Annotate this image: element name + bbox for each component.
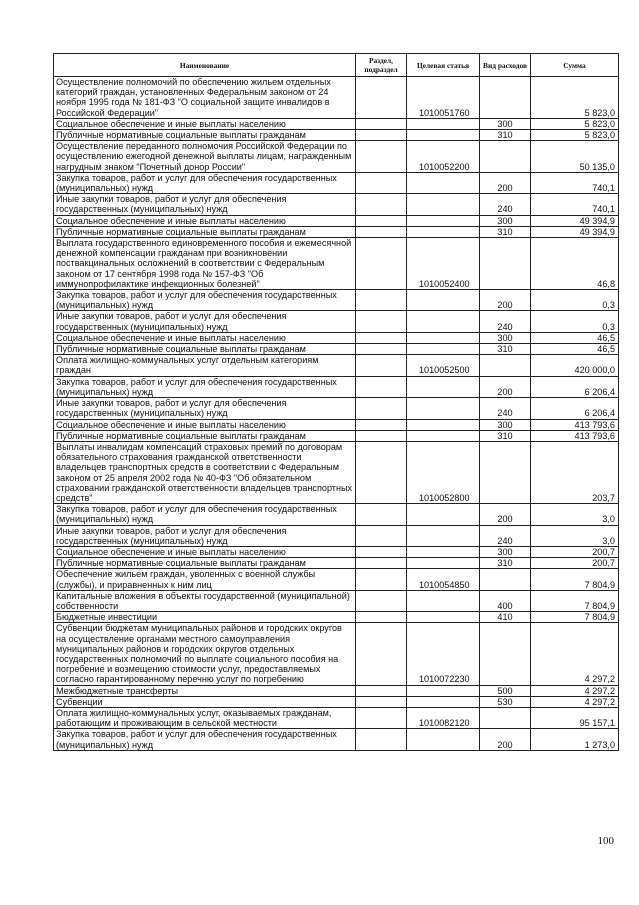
cell-type: 300 bbox=[480, 546, 531, 557]
cell-section bbox=[356, 355, 407, 376]
cell-name: Закупка товаров, работ и услуг для обеспечения государственных (муниципальных) нужд bbox=[54, 290, 356, 311]
cell-section bbox=[356, 685, 407, 696]
cell-type: 300 bbox=[480, 419, 531, 430]
cell-section bbox=[356, 130, 407, 141]
table-row bbox=[54, 685, 619, 696]
cell-target bbox=[407, 590, 480, 611]
cell-sum: 95 157,1 bbox=[531, 707, 619, 728]
cell-sum: 46,5 bbox=[531, 344, 619, 355]
table-body bbox=[54, 77, 619, 751]
cell-target: 1010052200 bbox=[407, 141, 480, 173]
cell-sum: 46,8 bbox=[531, 238, 619, 290]
cell-name: Капитальные вложения в объекты государственной (муниципальной) собственности bbox=[54, 590, 356, 611]
cell-target bbox=[407, 685, 480, 696]
table-row bbox=[54, 590, 619, 611]
cell-type: 310 bbox=[480, 344, 531, 355]
cell-section bbox=[356, 612, 407, 623]
cell-name: Закупка товаров, работ и услуг для обеспечения государственных (муниципальных) нужд bbox=[54, 504, 356, 525]
cell-name: Закупка товаров, работ и услуг для обеспечения государственных (муниципальных) нужд bbox=[54, 729, 356, 750]
cell-name: Иные закупки товаров, работ и услуг для обеспечения государственных (муниципальных) нужд bbox=[54, 311, 356, 332]
cell-sum: 413 793,6 bbox=[531, 419, 619, 430]
cell-target bbox=[407, 558, 480, 569]
cell-sum: 3,0 bbox=[531, 504, 619, 525]
cell-type: 400 bbox=[480, 590, 531, 611]
cell-target bbox=[407, 376, 480, 397]
cell-section bbox=[356, 141, 407, 173]
cell-name: Субвенции bbox=[54, 696, 356, 707]
cell-sum: 740,1 bbox=[531, 194, 619, 215]
cell-section bbox=[356, 525, 407, 546]
table-row bbox=[54, 419, 619, 430]
cell-section bbox=[356, 696, 407, 707]
cell-type bbox=[480, 623, 531, 685]
cell-target bbox=[407, 419, 480, 430]
cell-name: Иные закупки товаров, работ и услуг для обеспечения государственных (муниципальных) нужд bbox=[54, 398, 356, 419]
cell-target bbox=[407, 194, 480, 215]
cell-sum: 6 206,4 bbox=[531, 376, 619, 397]
cell-type: 300 bbox=[480, 215, 531, 226]
cell-section bbox=[356, 311, 407, 332]
table-row bbox=[54, 355, 619, 376]
table-row bbox=[54, 141, 619, 173]
cell-name: Закупка товаров, работ и услуг для обеспечения государственных (муниципальных) нужд bbox=[54, 172, 356, 193]
cell-name: Иные закупки товаров, работ и услуг для обеспечения государственных (муниципальных) нужд bbox=[54, 194, 356, 215]
table-row bbox=[54, 729, 619, 750]
cell-section bbox=[356, 376, 407, 397]
cell-section bbox=[356, 590, 407, 611]
cell-sum: 6 206,4 bbox=[531, 398, 619, 419]
cell-section bbox=[356, 419, 407, 430]
table-row bbox=[54, 194, 619, 215]
cell-type: 310 bbox=[480, 130, 531, 141]
cell-target bbox=[407, 172, 480, 193]
table-row bbox=[54, 504, 619, 525]
cell-type: 300 bbox=[480, 332, 531, 343]
cell-target: 1010052800 bbox=[407, 441, 480, 503]
cell-target bbox=[407, 226, 480, 237]
table-row bbox=[54, 77, 619, 119]
cell-type: 310 bbox=[480, 430, 531, 441]
budget-document bbox=[53, 53, 618, 751]
cell-section bbox=[356, 558, 407, 569]
cell-sum: 7 804,9 bbox=[531, 612, 619, 623]
cell-sum: 413 793,6 bbox=[531, 430, 619, 441]
header-type: Вид расходов bbox=[480, 54, 531, 77]
cell-target bbox=[407, 504, 480, 525]
table-row bbox=[54, 130, 619, 141]
table-row bbox=[54, 172, 619, 193]
cell-section bbox=[356, 332, 407, 343]
table-row bbox=[54, 376, 619, 397]
cell-name: Осуществление полномочий по обеспечению жильем отдельных категорий граждан, установленных Федеральным законом от 24 ноября 1995 года № 181-ФЗ "О социальной защите инвалидов в Российской Федерации" bbox=[54, 77, 356, 119]
cell-target: 1010051760 bbox=[407, 77, 480, 119]
cell-type bbox=[480, 141, 531, 173]
table-row bbox=[54, 546, 619, 557]
table-row bbox=[54, 332, 619, 343]
table-row bbox=[54, 215, 619, 226]
cell-name: Социальное обеспечение и иные выплаты населению bbox=[54, 118, 356, 129]
table-row bbox=[54, 344, 619, 355]
cell-sum: 4 297,2 bbox=[531, 696, 619, 707]
cell-name: Осуществление переданного полномочия Российской Федерации по осуществлению ежегодной денежной выплаты лицам, награжденным нагрудным знаком "Почетный донор России" bbox=[54, 141, 356, 173]
cell-target bbox=[407, 311, 480, 332]
cell-sum: 4 297,2 bbox=[531, 685, 619, 696]
cell-type: 240 bbox=[480, 311, 531, 332]
cell-sum: 740,1 bbox=[531, 172, 619, 193]
cell-type: 300 bbox=[480, 118, 531, 129]
cell-name: Выплата государственного единовременного пособия и ежемесячной денежной компенсации гражданам при возникновении поствакцинальных осложнений в соответствии с Федеральным законом от 17 сентября 1998 года № 157-ФЗ "Об иммунопрофилактике инфекционных болезней" bbox=[54, 238, 356, 290]
cell-section bbox=[356, 226, 407, 237]
cell-sum: 50 135,0 bbox=[531, 141, 619, 173]
cell-section bbox=[356, 729, 407, 750]
cell-sum: 200,7 bbox=[531, 558, 619, 569]
cell-section bbox=[356, 194, 407, 215]
table-row bbox=[54, 558, 619, 569]
cell-type bbox=[480, 707, 531, 728]
cell-sum: 0,3 bbox=[531, 311, 619, 332]
cell-name: Субвенции бюджетам муниципальных районов и городских округов на осуществление органами местного самоуправления муниципальных районов и городских округов отдельных государственных полномочий по выплате социального пособия на погребение и возмещению стоимости услуг, предоставляемых согласно гарантированному перечню услуг по погребению bbox=[54, 623, 356, 685]
cell-section bbox=[356, 238, 407, 290]
table-row bbox=[54, 623, 619, 685]
table-row bbox=[54, 707, 619, 728]
cell-target bbox=[407, 525, 480, 546]
cell-type bbox=[480, 238, 531, 290]
cell-sum: 49 394,9 bbox=[531, 215, 619, 226]
cell-sum: 7 804,9 bbox=[531, 590, 619, 611]
cell-target bbox=[407, 612, 480, 623]
cell-name: Социальное обеспечение и иные выплаты населению bbox=[54, 215, 356, 226]
cell-section bbox=[356, 546, 407, 557]
cell-type: 200 bbox=[480, 504, 531, 525]
cell-sum: 0,3 bbox=[531, 290, 619, 311]
cell-sum: 203,7 bbox=[531, 441, 619, 503]
cell-section bbox=[356, 398, 407, 419]
cell-sum: 3,0 bbox=[531, 525, 619, 546]
cell-type bbox=[480, 355, 531, 376]
header-target: Целевая статья bbox=[407, 54, 480, 77]
cell-name: Публичные нормативные социальные выплаты гражданам bbox=[54, 344, 356, 355]
cell-section bbox=[356, 344, 407, 355]
cell-type: 410 bbox=[480, 612, 531, 623]
header-sum: Сумма bbox=[531, 54, 619, 77]
table-row bbox=[54, 612, 619, 623]
cell-target bbox=[407, 696, 480, 707]
cell-name: Обеспечение жильем граждан, уволенных с военной службы (службы), и приравненных к ним лиц bbox=[54, 569, 356, 590]
cell-section bbox=[356, 430, 407, 441]
cell-target bbox=[407, 290, 480, 311]
cell-sum: 46,5 bbox=[531, 332, 619, 343]
cell-target bbox=[407, 546, 480, 557]
cell-type bbox=[480, 441, 531, 503]
cell-sum: 49 394,9 bbox=[531, 226, 619, 237]
cell-name: Бюджетные инвестиции bbox=[54, 612, 356, 623]
cell-type: 310 bbox=[480, 226, 531, 237]
cell-target bbox=[407, 430, 480, 441]
cell-section bbox=[356, 623, 407, 685]
cell-type: 240 bbox=[480, 398, 531, 419]
cell-type: 240 bbox=[480, 194, 531, 215]
table-row bbox=[54, 226, 619, 237]
cell-sum: 420 000,0 bbox=[531, 355, 619, 376]
cell-name: Публичные нормативные социальные выплаты гражданам bbox=[54, 558, 356, 569]
cell-target: 1010082120 bbox=[407, 707, 480, 728]
cell-name: Оплата жилищно-коммунальных услуг отдельным категориям граждан bbox=[54, 355, 356, 376]
cell-name: Социальное обеспечение и иные выплаты населению bbox=[54, 419, 356, 430]
cell-target bbox=[407, 344, 480, 355]
cell-sum: 5 823,0 bbox=[531, 118, 619, 129]
cell-section bbox=[356, 441, 407, 503]
cell-section bbox=[356, 569, 407, 590]
cell-type bbox=[480, 569, 531, 590]
cell-name: Иные закупки товаров, работ и услуг для обеспечения государственных (муниципальных) нужд bbox=[54, 525, 356, 546]
budget-table bbox=[53, 53, 619, 751]
page-number: 100 bbox=[597, 835, 614, 847]
cell-type: 310 bbox=[480, 558, 531, 569]
cell-section bbox=[356, 118, 407, 129]
cell-target: 1010054850 bbox=[407, 569, 480, 590]
cell-name: Публичные нормативные социальные выплаты гражданам bbox=[54, 226, 356, 237]
cell-section bbox=[356, 504, 407, 525]
cell-sum: 5 823,0 bbox=[531, 130, 619, 141]
cell-type: 200 bbox=[480, 729, 531, 750]
table-row bbox=[54, 569, 619, 590]
cell-target bbox=[407, 398, 480, 419]
cell-sum: 1 273,0 bbox=[531, 729, 619, 750]
cell-sum: 200,7 bbox=[531, 546, 619, 557]
cell-target bbox=[407, 215, 480, 226]
header-section: Раздел, подраздел bbox=[356, 54, 407, 77]
cell-section bbox=[356, 172, 407, 193]
cell-type: 200 bbox=[480, 172, 531, 193]
table-row bbox=[54, 238, 619, 290]
cell-target bbox=[407, 130, 480, 141]
cell-type: 200 bbox=[480, 376, 531, 397]
cell-name: Выплаты инвалидам компенсаций страховых премий по договорам обязательного страхования гражданской ответственности владельцев транспортных средств в соответствии с Федеральным законом от 25 апреля 2002 года № 40-ФЗ "Об обязательном страховании гражданской ответственности владельцев транспортных средств" bbox=[54, 441, 356, 503]
cell-name: Межбюджетные трансферты bbox=[54, 685, 356, 696]
table-row bbox=[54, 525, 619, 546]
cell-type: 200 bbox=[480, 290, 531, 311]
cell-target: 1010052400 bbox=[407, 238, 480, 290]
cell-name: Социальное обеспечение и иные выплаты населению bbox=[54, 546, 356, 557]
cell-sum: 5 823,0 bbox=[531, 77, 619, 119]
table-row bbox=[54, 290, 619, 311]
cell-target bbox=[407, 118, 480, 129]
table-row bbox=[54, 118, 619, 129]
cell-name: Публичные нормативные социальные выплаты гражданам bbox=[54, 130, 356, 141]
cell-type bbox=[480, 77, 531, 119]
table-row bbox=[54, 398, 619, 419]
cell-sum: 4 297,2 bbox=[531, 623, 619, 685]
cell-section bbox=[356, 215, 407, 226]
cell-name: Публичные нормативные социальные выплаты гражданам bbox=[54, 430, 356, 441]
cell-type: 240 bbox=[480, 525, 531, 546]
cell-section bbox=[356, 77, 407, 119]
header-name: Наименование bbox=[54, 54, 356, 77]
cell-section bbox=[356, 290, 407, 311]
cell-name: Закупка товаров, работ и услуг для обеспечения государственных (муниципальных) нужд bbox=[54, 376, 356, 397]
cell-sum: 7 804,9 bbox=[531, 569, 619, 590]
table-row bbox=[54, 311, 619, 332]
table-header-row bbox=[54, 54, 619, 77]
table-row bbox=[54, 696, 619, 707]
table-row bbox=[54, 441, 619, 503]
cell-target bbox=[407, 729, 480, 750]
cell-name: Оплата жилищно-коммунальных услуг, оказываемых гражданам, работающим и проживающим в сельской местности bbox=[54, 707, 356, 728]
cell-name: Социальное обеспечение и иные выплаты населению bbox=[54, 332, 356, 343]
cell-target: 1010052500 bbox=[407, 355, 480, 376]
cell-type: 530 bbox=[480, 696, 531, 707]
cell-section bbox=[356, 707, 407, 728]
cell-target bbox=[407, 332, 480, 343]
cell-type: 500 bbox=[480, 685, 531, 696]
table-row bbox=[54, 430, 619, 441]
cell-target: 1010072230 bbox=[407, 623, 480, 685]
